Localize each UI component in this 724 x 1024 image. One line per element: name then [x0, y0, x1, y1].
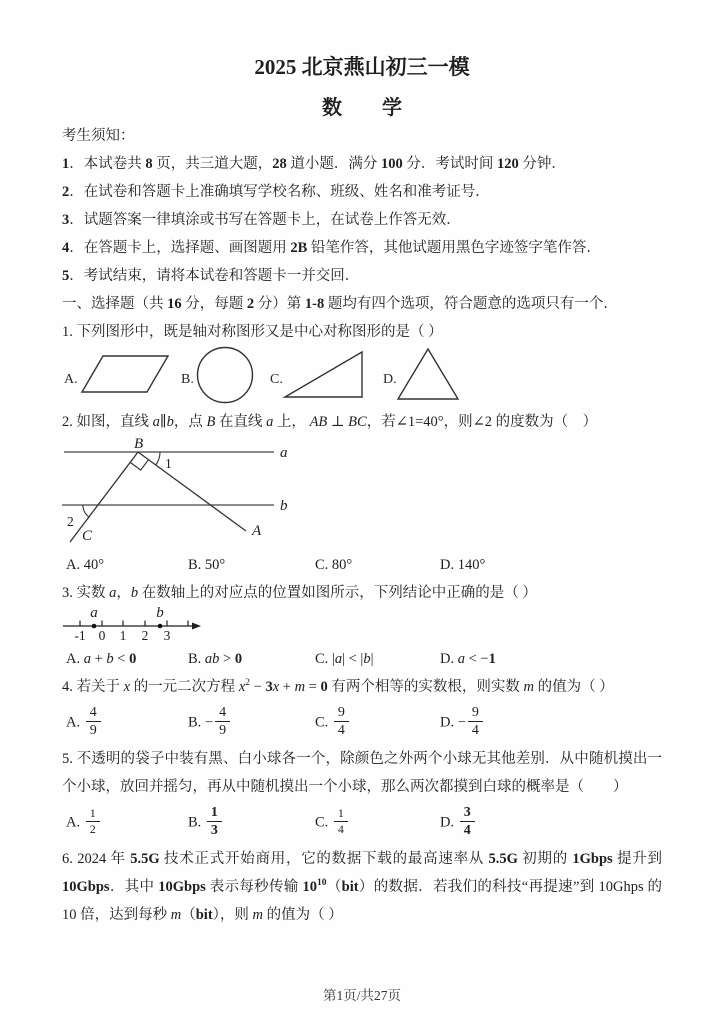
point-a-dot [92, 624, 97, 629]
right-angle-mark [130, 460, 148, 470]
q4-option-d: D. − $\frac{9}{4}$ [440, 705, 662, 741]
q4-option-c: C. $\frac{9}{4}$ [315, 705, 440, 741]
question-5-text: 5. 不透明的袋子中装有黑、白小球各一个，除颜色之外两个小球无其他差别．从中随机摸出一个小球，放回并摇匀，再从中随机摸出一个小球，那么两次都摸到白球的概率是（ ） [62, 751, 662, 795]
option-c-label: C. [270, 372, 283, 387]
q2-option-d: D. 140° [440, 557, 486, 573]
point-c-label: C [82, 528, 93, 544]
line-a-label: a [280, 445, 288, 461]
question-5-options [62, 801, 662, 845]
question-3-text: 3. 实数 a，b 在数轴上的对应点的位置如图所示，下列结论中正确的是（ ） [62, 585, 537, 601]
question-6-text: 6. 2024 年 5.5G 技术正式开始商用，它的数据下载的最高速率从 5.5G 初期的 1Gbps 提升到 10Gbps．其中 10Gbps 表示每秒传输 $10^{10}(bit)$的数据．若我们的科技“再提速”到 10Ghps 的 10 倍，达到每秒 m（bit），则 m 的值为（ ） [62, 851, 663, 923]
angle-1-label: 1 [165, 456, 172, 471]
q3-option-d: D. a < −1 [440, 651, 496, 667]
exam-subject: 数 学 [322, 97, 402, 119]
question-2-text: 2. 如图，直线 a∥b，点 B 在直线 a 上， AB ⊥ BC，若∠1=40°，则∠2 的度数为（ ） [62, 414, 598, 430]
point-a-label: a [90, 607, 98, 621]
tick-label: -1 [74, 628, 86, 643]
q5-option-a: A. $\frac{1}{2}$ [66, 807, 188, 839]
page-footer: 第1页/共27页 [322, 988, 401, 1003]
q5-option-b: B. $\frac{1}{3}$ [188, 805, 315, 841]
option-d-label: D. [383, 372, 397, 387]
q5-option-d: D. $\frac{3}{4}$ [440, 805, 662, 841]
question-2-options [62, 551, 662, 579]
angle-1-arc [156, 452, 160, 465]
segment-bc [70, 452, 138, 542]
question-3-options [62, 645, 662, 673]
section1-heading: 一、选择题（共 16 分，每题 2 分）第 1-8 题均有四个选项，符合题意的选项只有一个． [62, 296, 618, 312]
point-a-label: A [252, 523, 262, 539]
q2-option-c: C. 80° [315, 557, 353, 573]
q4-option-a: A. $\frac{4}{9}$ [66, 705, 188, 741]
notice-item-4: 4．在答题卡上，选择题、画图题用 2B 铅笔作答，其他试题用黑色字迹签字笔作答． [62, 240, 601, 256]
tick-label: 1 [119, 628, 127, 643]
q5-option-c: C. $\frac{1}{4}$ [315, 807, 440, 839]
notice-item-2: 2．在试卷和答题卡上准确填写学校名称、班级、姓名和准考证号． [62, 184, 490, 200]
point-b-label: b [156, 607, 164, 621]
notice-item-5: 5．考试结束，请将本试卷和答题卡一并交回． [62, 268, 360, 284]
q2-option-b: B. 50° [188, 557, 226, 573]
option-b-label: B. [181, 372, 194, 387]
tick-label: 0 [98, 628, 106, 643]
angle-2-label: 2 [67, 514, 74, 529]
q4-option-b: B. − $\frac{4}{9}$ [188, 705, 315, 741]
option-a-label: A. [64, 372, 78, 387]
right-triangle-shape [285, 352, 362, 397]
point-b-dot [158, 624, 163, 629]
q3-option-b: B. ab > 0 [188, 651, 243, 667]
point-b-label: B [134, 436, 144, 452]
tick-label: 3 [163, 628, 171, 643]
question-1-text: 1. 下列图形中，既是轴对称图形又是中心对称图形的是（ ） [62, 324, 443, 340]
arrowhead-icon [192, 623, 201, 630]
parallelogram-shape [82, 356, 168, 392]
question-3-numberline [62, 607, 232, 645]
tick-label: 2 [141, 628, 149, 643]
isosceles-triangle-shape [398, 349, 458, 399]
line-b-label: b [280, 498, 288, 514]
question-2-figure [62, 436, 302, 551]
circle-shape [198, 348, 253, 403]
notice-item-3: 3．试题答案一律填涂或书写在答题卡上，在试卷上作答无效． [62, 212, 461, 228]
angle-2-arc [83, 505, 89, 517]
question-1-figure [62, 346, 662, 408]
notice-item-1: 1．本试卷共 8 页，共三道大题，28 道小题．满分 100 分．考试时间 120 分钟． [62, 156, 566, 172]
q3-option-a: A. a + b < 0 [66, 651, 137, 667]
notice-heading: 考生须知： [62, 128, 135, 144]
segment-ba [138, 452, 246, 531]
q2-option-a: A. 40° [66, 557, 105, 573]
question-4-options [62, 701, 662, 745]
question-4-text: 4. 若关于 x 的一元二次方程 $x^2 - 3x + m = 0$ 有两个相等的实数根，则实数 m 的值为（ ） [62, 678, 614, 695]
exam-title: 2025 北京燕山初三一模 [254, 55, 470, 79]
q3-option-c: C. |a| < |b| [315, 651, 374, 667]
